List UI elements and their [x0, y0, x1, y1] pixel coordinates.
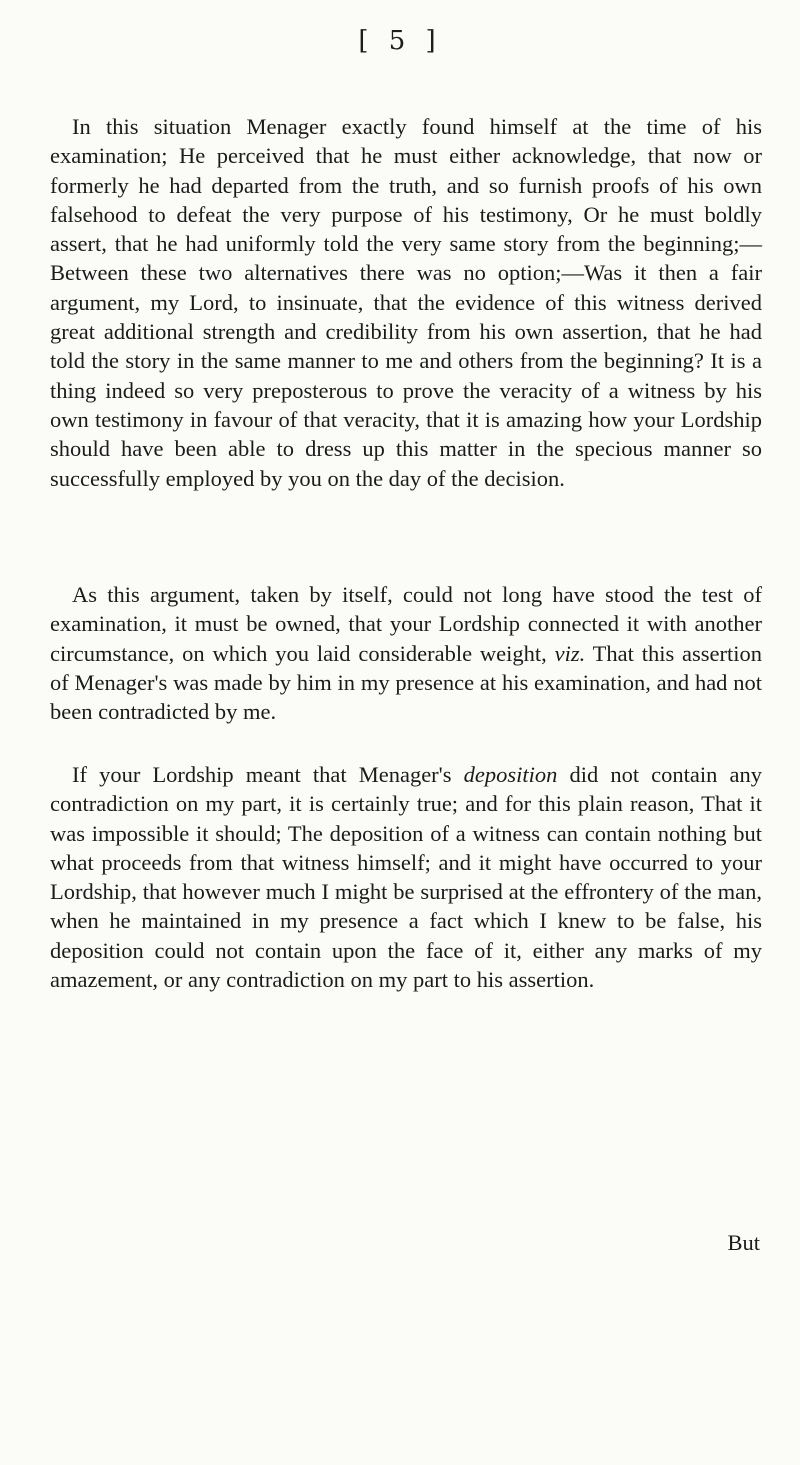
paragraph-3: [50, 760, 762, 994]
paragraph-2-text-before: As this argument, taken by itself, could not long have stood the test of examination, it must be owned, that your Lordship connected it with another circumstance, on which you laid considerable weight,: [50, 582, 762, 666]
paragraph-2-text-after: That this assertion of Menager's was made by him in my presence at his examination, and had not been contradicted by me.: [50, 640, 762, 725]
page-number: [ 5 ]: [358, 26, 442, 56]
paragraph-2: [50, 580, 762, 726]
paragraph-1: [50, 112, 762, 493]
paragraph-2-italic: viz.: [554, 640, 586, 666]
paragraph-3-text-after: did not contain any contradiction on my part, it is certainly true; and for this plain reason, That it was impossible it should; The deposition of a witness can contain nothing but what proceeds from that witness himself; and it might have occurred to your Lordship, that however much I might be surprised at the effrontery of the man, when he maintained in my presence a fact which I knew to be false, his deposition could not contain upon the face of it, either any marks of my amazement, or any contradiction on my part to his assertion.: [50, 762, 763, 993]
paragraph-2-text: [50, 580, 762, 726]
paragraph-3-text-before: If your Lordship meant that Menager's: [72, 762, 452, 787]
paragraph-3-text: [50, 760, 762, 994]
paragraph-3-italic: deposition: [463, 762, 558, 787]
catchword: But: [727, 1230, 760, 1255]
paragraph-1-text: In this situation Menager exactly found himself at the time of his examination; He perceived that he must either acknowledge, that now or formerly he had departed from the truth, and so furnish proofs of his own falsehood to defeat the very purpose of his testimony, Or he must boldly assert, that he had uniformly told the very same story from the beginning;—Between these two alternatives there was no option;—Was it then a fair argument, my Lord, to insinuate, that the evidence of this witness derived great additional strength and credibility from his own assertion, that he had told the story in the same manner to me and others from the beginning? It is a thing indeed so very preposterous to prove the veracity of a witness by his own testimony in favour of that veracity, that it is amazing how your Lordship should have been able to dress up this matter in the specious manner so successfully employed by you on the day of the decision.: [50, 114, 762, 491]
